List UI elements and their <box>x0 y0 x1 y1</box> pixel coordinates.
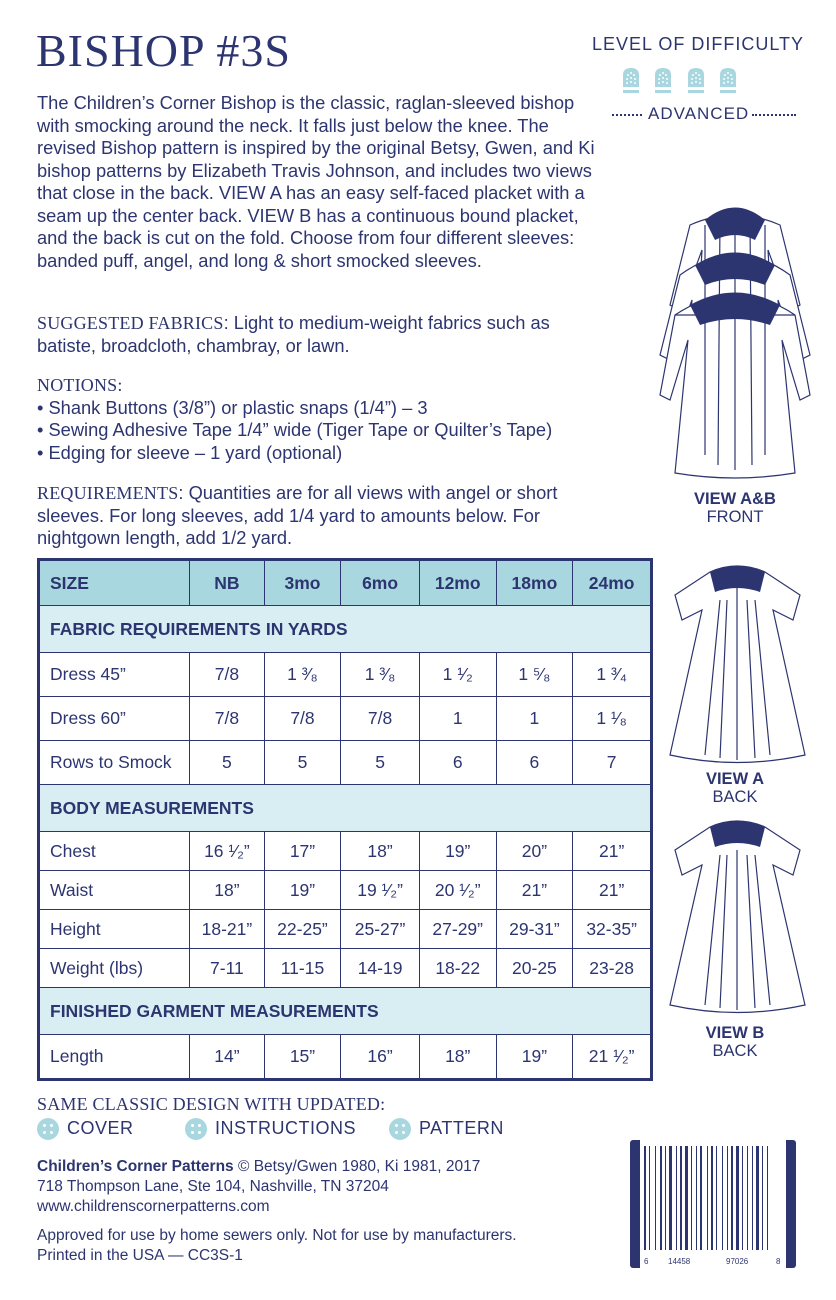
table-cell: 1 ⁵⁄₈ <box>496 653 573 697</box>
barcode-bar <box>700 1146 702 1250</box>
table-cell: 21” <box>496 871 573 910</box>
table-cell: 6 <box>419 741 496 785</box>
page-title: BISHOP #3S <box>36 25 291 76</box>
section-title: FINISHED GARMENT MEASUREMENTS <box>39 988 652 1035</box>
table-cell: 7/8 <box>264 697 341 741</box>
table-header-row <box>39 560 652 606</box>
footer-approved: Approved for use by home sewers only. Not for use by manufacturers. <box>37 1227 517 1244</box>
footer-printed: Printed in the USA — CC3S-1 <box>37 1247 243 1264</box>
table-cell: 17” <box>264 832 341 871</box>
row-label: Waist <box>39 871 190 910</box>
barcode-bar <box>691 1146 692 1250</box>
header-cell: NB <box>190 560 265 606</box>
footer-copyright <box>37 1157 480 1177</box>
requirements-label: REQUIREMENTS <box>37 483 179 503</box>
view-a-label: VIEW A <box>705 770 765 788</box>
table-cell: 19” <box>264 871 341 910</box>
footer-address: 718 Thompson Lane, Ste 104, Nashville, TN 37204 <box>37 1178 389 1195</box>
barcode-bar <box>762 1146 763 1250</box>
section-title: BODY MEASUREMENTS <box>39 785 652 832</box>
row-label: Height <box>39 910 190 949</box>
thimble-icon <box>685 66 707 94</box>
table-cell: 18-21” <box>190 910 265 949</box>
view-b-sub: BACK <box>712 1042 758 1060</box>
barcode-bar <box>747 1146 748 1250</box>
notion-item: • Sewing Adhesive Tape 1/4” wide (Tiger Tape or Quilter’s Tape) <box>37 419 553 440</box>
table-row <box>39 653 652 697</box>
header-cell: SIZE <box>39 560 190 606</box>
table-cell: 5 <box>264 741 341 785</box>
divider <box>752 114 796 116</box>
table-cell: 22-25” <box>264 910 341 949</box>
barcode-bar <box>722 1146 723 1250</box>
barcode-bar <box>707 1146 708 1250</box>
barcode-digit: 6 <box>644 1257 649 1266</box>
footer-website[interactable]: www.childrenscornerpatterns.com <box>37 1198 270 1215</box>
notion-item: • Shank Buttons (3/8”) or plastic snaps (1/4”) – 3 <box>37 396 428 418</box>
table-row <box>39 1035 652 1080</box>
barcode-bar <box>644 1146 646 1250</box>
notion-item: • Edging for sleeve – 1 yard (optional) <box>37 441 343 463</box>
table-cell: 15” <box>264 1035 341 1080</box>
fabrics-section <box>37 312 609 357</box>
row-label: Weight (lbs) <box>39 949 190 988</box>
updated-title: SAME CLASSIC DESIGN WITH UPDATED: <box>37 1094 386 1114</box>
updated-item-pattern <box>389 1118 504 1140</box>
table-row <box>39 871 652 910</box>
barcode <box>630 1140 796 1268</box>
dress-back-a-illustration <box>665 560 810 765</box>
row-label: Rows to Smock <box>39 741 190 785</box>
difficulty-level: ADVANCED <box>648 104 750 123</box>
barcode-bar <box>767 1146 768 1250</box>
table-cell: 21” <box>573 832 652 871</box>
table-cell: 11-15 <box>264 949 341 988</box>
table-cell: 32-35” <box>573 910 652 949</box>
table-cell: 1 <box>419 697 496 741</box>
difficulty-thimbles <box>620 66 745 99</box>
difficulty-title: LEVEL OF DIFFICULTY <box>592 34 805 54</box>
view-ab-label: VIEW A&B <box>694 490 776 508</box>
requirements-text: Quantities are for all views with angel or short sleeves. For long sleeves, add 1/4 yard to amounts below. For nightgown length, add 1/2 yard. <box>37 482 558 548</box>
table-cell: 5 <box>341 741 420 785</box>
dress-back-b-illustration <box>665 815 810 1015</box>
table-row <box>39 741 652 785</box>
barcode-digit: 14458 <box>668 1257 691 1266</box>
table-cell: 18” <box>419 1035 496 1080</box>
button-icon <box>37 1118 59 1140</box>
header-cell: 3mo <box>264 560 341 606</box>
table-cell: 19 ¹⁄₂” <box>341 871 420 910</box>
table-cell: 19” <box>496 1035 573 1080</box>
header-cell: 24mo <box>573 560 652 606</box>
barcode-digit: 8 <box>776 1257 781 1266</box>
table-cell: 6 <box>496 741 573 785</box>
notions-section <box>37 374 617 464</box>
view-a-sub: BACK <box>712 788 758 806</box>
table-section-row <box>39 785 652 832</box>
table-cell: 19” <box>419 832 496 871</box>
table-row <box>39 910 652 949</box>
table-cell: 20” <box>496 832 573 871</box>
barcode-bar <box>669 1146 672 1250</box>
colon: : <box>223 312 234 333</box>
header-cell: 18mo <box>496 560 573 606</box>
header-cell: 6mo <box>341 560 420 606</box>
table-cell: 27-29” <box>419 910 496 949</box>
copyright-text: © Betsy/Gwen 1980, Ki 1981, 2017 <box>233 1158 481 1175</box>
table-cell: 1 ³⁄₈ <box>341 653 420 697</box>
table-row <box>39 949 652 988</box>
table-cell: 16” <box>341 1035 420 1080</box>
barcode-bar <box>685 1146 688 1250</box>
barcode-digit: 97026 <box>726 1257 749 1266</box>
table-cell: 1 <box>496 697 573 741</box>
table-cell: 1 ¹⁄₈ <box>573 697 652 741</box>
fabrics-label: SUGGESTED FABRICS <box>37 313 224 333</box>
barcode-bar <box>660 1146 662 1250</box>
table-cell: 1 ¹⁄₂ <box>419 653 496 697</box>
section-title: FABRIC REQUIREMENTS IN YARDS <box>39 606 652 653</box>
table-cell: 7/8 <box>190 697 265 741</box>
button-icon <box>389 1118 411 1140</box>
table-cell: 21” <box>573 871 652 910</box>
updated-item-cover <box>37 1118 134 1140</box>
divider <box>612 114 642 116</box>
barcode-bar <box>655 1146 656 1250</box>
table-cell: 5 <box>190 741 265 785</box>
table-cell: 14-19 <box>341 949 420 988</box>
row-label: Length <box>39 1035 190 1080</box>
requirements-table <box>37 558 653 1081</box>
table-cell: 18” <box>190 871 265 910</box>
table-cell: 18” <box>341 832 420 871</box>
fabrics-text: Light to medium-weight fabrics such as batiste, broadcloth, chambray, or lawn. <box>37 312 550 356</box>
table-cell: 1 ³⁄₈ <box>264 653 341 697</box>
table-cell: 16 ¹⁄₂” <box>190 832 265 871</box>
barcode-bar <box>665 1146 666 1250</box>
barcode-bar <box>649 1146 650 1250</box>
brand-name: Children’s Corner Patterns <box>37 1158 234 1175</box>
barcode-bar <box>711 1146 713 1250</box>
row-label: Chest <box>39 832 190 871</box>
thimble-icon <box>620 66 642 94</box>
table-cell: 1 ³⁄₄ <box>573 653 652 697</box>
barcode-bar <box>716 1146 717 1250</box>
table-cell: 20-25 <box>496 949 573 988</box>
row-label: Dress 45” <box>39 653 190 697</box>
row-label: Dress 60” <box>39 697 190 741</box>
notions-label: NOTIONS: <box>37 375 123 395</box>
table-row <box>39 832 652 871</box>
updated-item-label: PATTERN <box>419 1118 504 1138</box>
barcode-bar <box>727 1146 728 1250</box>
barcode-bar <box>736 1146 739 1250</box>
intro-text: The Children’s Corner Bishop is the classic, raglan-sleeved bishop with smocking around the neck. It falls just below the knee. The revised Bishop pattern is inspired by the original Betsy, Gwen, and Ki bishop patterns by Elizabeth Travis Johnson, and includes two views that close in the back. VIEW A has an easy self-faced placket with a seam up the center back. VIEW B has a continuous bound placket, and the back is cut on the fold. Choose from four different sleeves: banded puff, angel, and long & short smocked sleeves. <box>37 92 595 271</box>
updated-item-label: COVER <box>67 1118 134 1138</box>
table-cell: 29-31” <box>496 910 573 949</box>
requirements-section <box>37 482 567 550</box>
thimble-icon <box>717 66 739 94</box>
barcode-bar <box>676 1146 677 1250</box>
table-cell: 18-22 <box>419 949 496 988</box>
view-b-label: VIEW B <box>705 1024 765 1042</box>
barcode-bar <box>756 1146 759 1250</box>
table-cell: 7/8 <box>341 697 420 741</box>
thimble-icon <box>652 66 674 94</box>
table-cell: 7 <box>573 741 652 785</box>
button-icon <box>185 1118 207 1140</box>
table-cell: 21 ¹⁄₂” <box>573 1035 652 1080</box>
table-cell: 25-27” <box>341 910 420 949</box>
updated-item-label: INSTRUCTIONS <box>215 1118 356 1138</box>
barcode-bar <box>742 1146 743 1250</box>
updated-item-instructions <box>185 1118 356 1140</box>
barcode-bar <box>752 1146 753 1250</box>
table-cell: 7-11 <box>190 949 265 988</box>
table-section-row <box>39 606 652 653</box>
barcode-bar <box>731 1146 733 1250</box>
barcode-bar <box>680 1146 682 1250</box>
table-section-row <box>39 988 652 1035</box>
header-cell: 12mo <box>419 560 496 606</box>
table-cell: 14” <box>190 1035 265 1080</box>
dress-front-illustration <box>650 165 820 485</box>
view-ab-sub: FRONT <box>706 508 764 526</box>
table-cell: 7/8 <box>190 653 265 697</box>
table-cell: 20 ¹⁄₂” <box>419 871 496 910</box>
table-cell: 23-28 <box>573 949 652 988</box>
table-row <box>39 697 652 741</box>
colon: : <box>178 482 189 503</box>
barcode-bar <box>696 1146 697 1250</box>
